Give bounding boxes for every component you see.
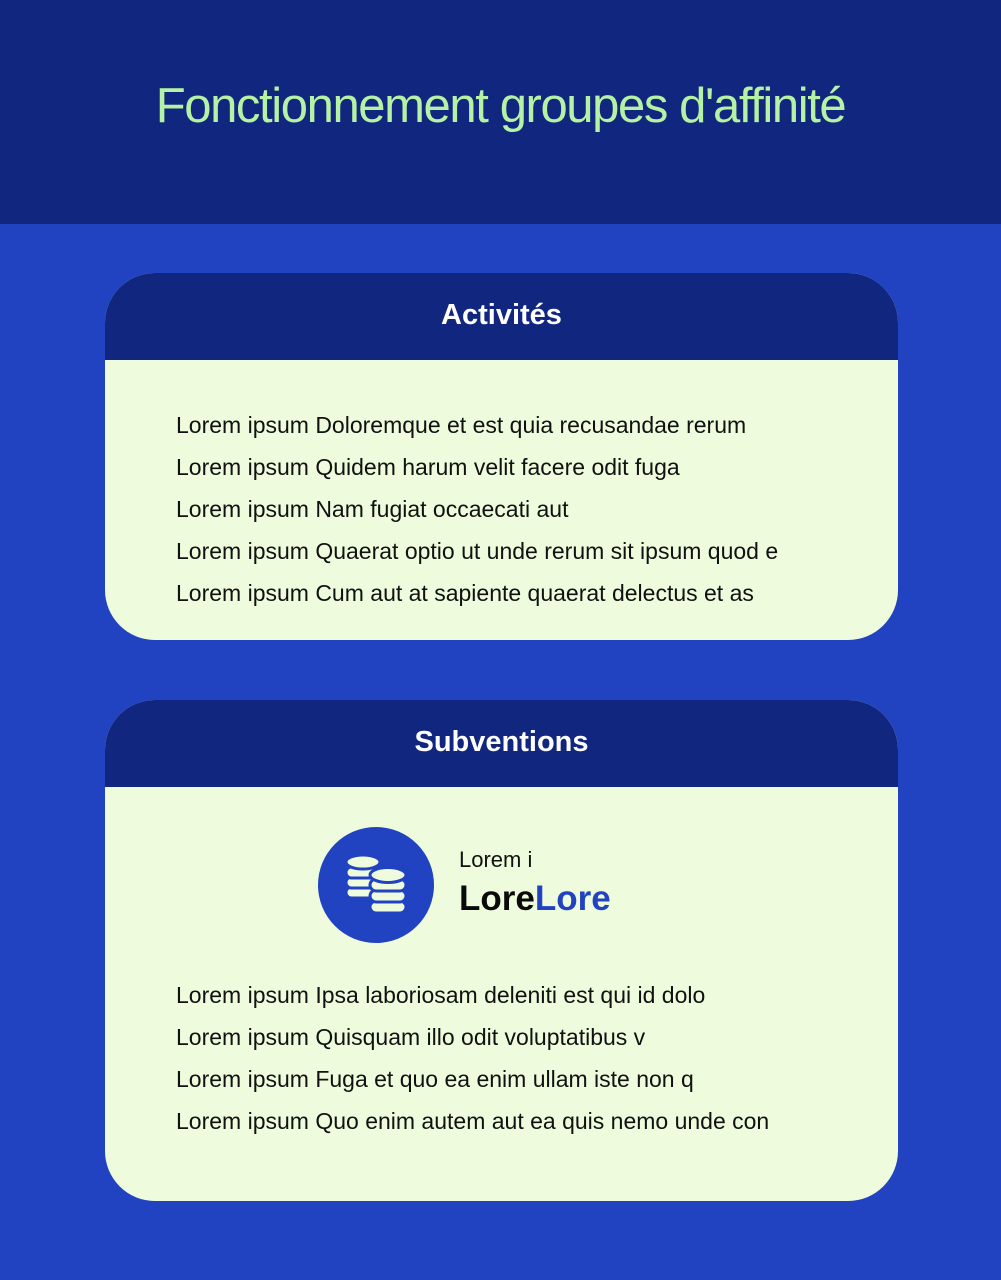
coins-icon	[318, 827, 434, 943]
feature-headline-dark: Lore	[459, 879, 535, 918]
subsidies-card-header	[105, 700, 898, 787]
list-item: Lorem ipsum Quaerat optio ut unde rerum sit ipsum quod e	[176, 538, 779, 564]
feature-headline	[459, 877, 611, 921]
subsidies-title: Subventions	[414, 726, 589, 758]
list-item: Lorem ipsum Quisquam illo odit voluptatibus v	[176, 1024, 646, 1050]
feature-headline-blue: Lore	[534, 879, 611, 918]
activities-title: Activités	[441, 299, 562, 331]
subsidies-card	[105, 700, 898, 1201]
activities-card-header	[105, 273, 898, 360]
page-header	[0, 0, 1001, 224]
activities-list	[105, 360, 898, 614]
list-item: Lorem ipsum Cum aut at sapiente quaerat delectus et as	[176, 580, 754, 606]
page-title: Fonctionnement groupes d'affinité	[155, 79, 846, 133]
list-item: Lorem ipsum Nam fugiat occaecati aut	[176, 496, 569, 522]
subsidies-list	[105, 974, 898, 1142]
activities-card	[105, 273, 898, 640]
list-item: Lorem ipsum Quidem harum velit facere odit fuga	[176, 454, 680, 480]
subsidies-feature-text	[459, 845, 611, 921]
list-item: Lorem ipsum Fuga et quo ea enim ullam iste non q	[176, 1066, 694, 1092]
list-item: Lorem ipsum Ipsa laboriosam deleniti est qui id dolo	[176, 982, 706, 1008]
list-item: Lorem ipsum Doloremque et est quia recusandae rerum	[176, 412, 747, 438]
feature-caption: Lorem i	[459, 847, 533, 872]
subsidies-feature	[105, 787, 898, 974]
list-item: Lorem ipsum Quo enim autem aut ea quis nemo unde con	[176, 1108, 770, 1134]
